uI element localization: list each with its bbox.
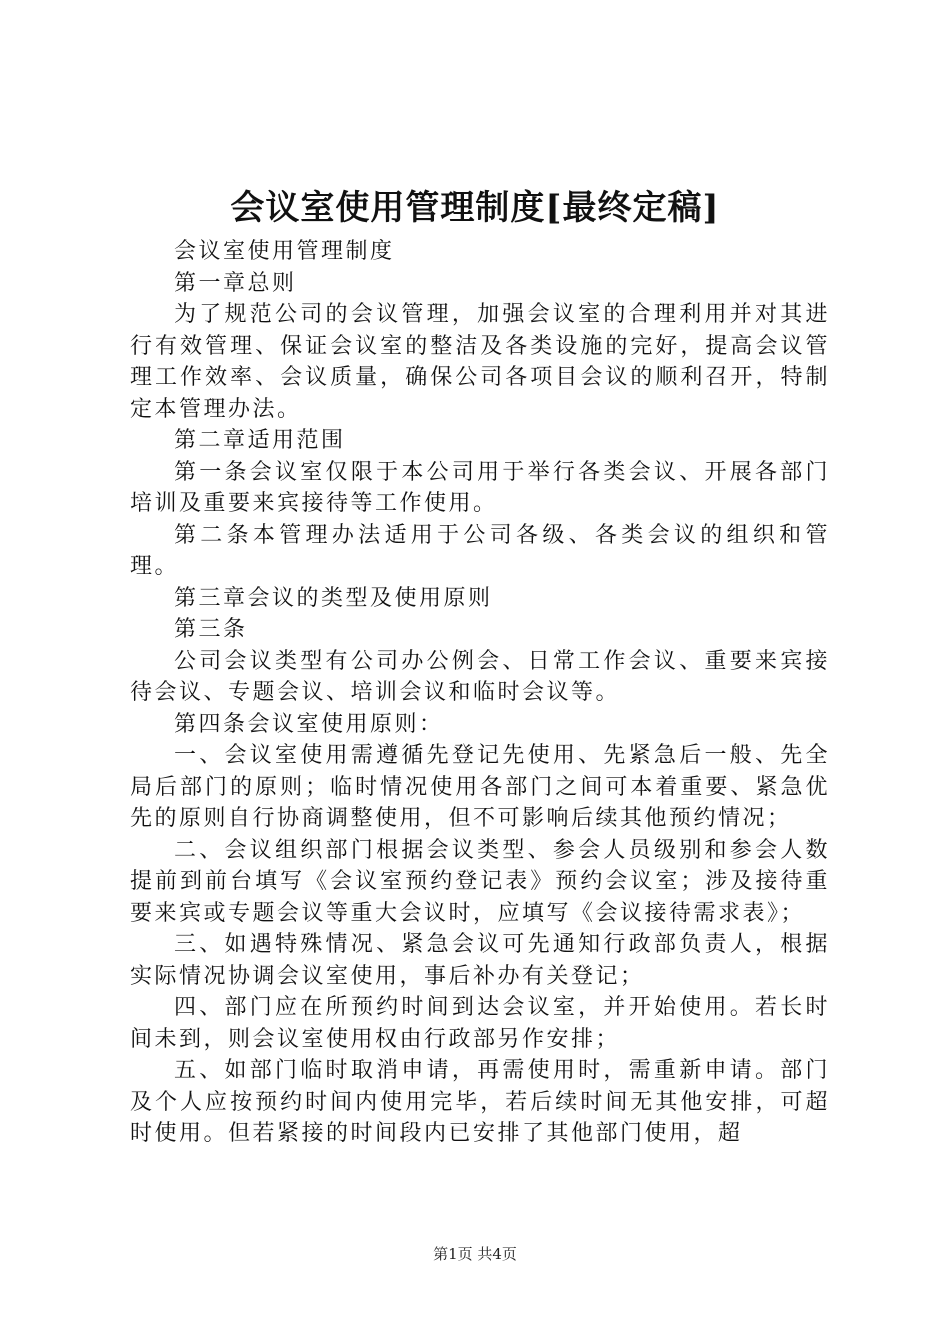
- list-item: 三、如遇特殊情况、紧急会议可先通知行政部负责人，根据实际情况协调会议室使用，事后补办有关登记；: [130, 932, 830, 989]
- paragraph: 会议室使用管理制度: [174, 239, 395, 264]
- article-paragraph: 第二条本管理办法适用于公司各级、各类会议的组织和管理。: [130, 522, 830, 579]
- article-paragraph: 第一条会议室仅限于本公司用于举行各类会议、开展各部门培训及重要来宾接待等工作使用。: [130, 459, 830, 516]
- list-item: 二、会议组织部门根据会议类型、参会人员级别和参会人数提前到前台填写《会议室预约登记表》预约会议室；涉及接待重要来宾或专题会议等重大会议时，应填写《会议接待需求表》；: [130, 837, 830, 926]
- page-number-footer: 第1页 共4页: [433, 1245, 517, 1263]
- list-item: 四、部门应在所预约时间到达会议室，并开始使用。若长时间未到，则会议室使用权由行政部另作安排；: [130, 995, 830, 1052]
- article-heading: 第四条会议室使用原则：: [174, 711, 444, 737]
- list-item: 一、会议室使用需遵循先登记先使用、先紧急后一般、先全局后部门的原则；临时情况使用各部门之间可本着重要、紧急优先的原则自行协商调整使用，但不可影响后续其他预约情况；: [130, 743, 830, 831]
- list-item: 五、如部门临时取消申请，再需使用时，需重新申请。部门及个人应按预约时间内使用完毕，若后续时间无其他安排，可超时使用。但若紧接的时间段内已安排了其他部门使用，超: [130, 1058, 830, 1146]
- paragraph: 为了规范公司的会议管理，加强会议室的合理利用并对其进行有效管理、保证会议室的整洁及各类设施的完好，提高会议管理工作效率、会议质量，确保公司各项目会议的顺利召开，特制定本管理办法。: [130, 302, 830, 422]
- chapter-heading: 第一章总则: [174, 270, 297, 296]
- chapter-heading: 第三章会议的类型及使用原则: [174, 585, 493, 611]
- article-heading: 第三条: [174, 617, 248, 642]
- document-body: [130, 236, 830, 1150]
- document-title: 会议室使用管理制度[最终定稿]: [230, 188, 720, 228]
- chapter-heading: 第二章适用范围: [174, 428, 346, 453]
- paragraph: 公司会议类型有公司办公例会、日常工作会议、重要来宾接待会议、专题会议、培训会议和临时会议等。: [130, 648, 830, 705]
